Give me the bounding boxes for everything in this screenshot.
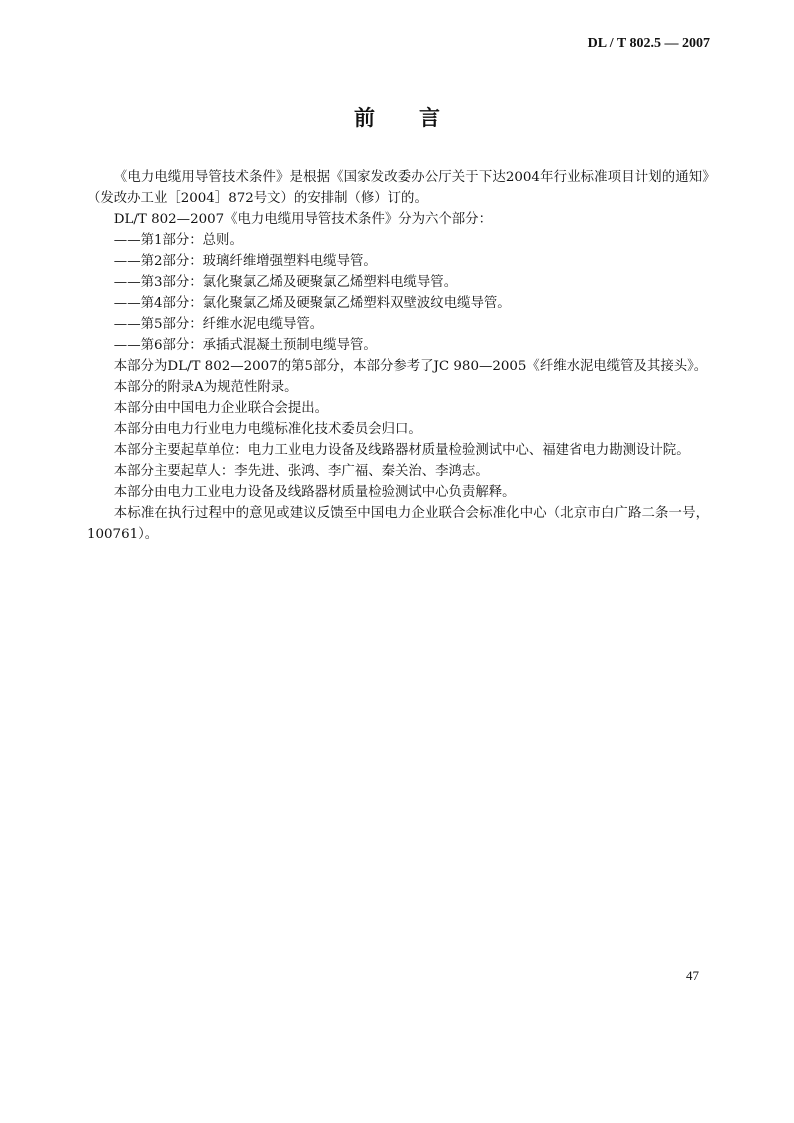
proposed-by-paragraph: 本部分由中国电力企业联合会提出。 [113, 401, 329, 416]
page-number: 47 [686, 968, 699, 983]
list-item: ——第6部分：承插式混凝土预制电缆导管。 [113, 338, 377, 353]
part-reference-paragraph: 本部分为DL/T 802—2007的第5部分，本部分参考了JC 980—2005《纤维水泥电缆管及其接头》。 [113, 359, 708, 374]
list-item: ——第4部分：氯化聚氯乙烯及硬聚氯乙烯塑料双壁波纹电缆导管。 [113, 296, 511, 311]
foreword-body [87, 167, 709, 545]
title-char-2: 言 [419, 106, 440, 130]
drafters-paragraph: 本部分主要起草人：李先进、张鸿、李广福、秦关治、李鸿志。 [113, 464, 489, 479]
list-item: ——第1部分：总则。 [113, 233, 243, 248]
parts-list [87, 230, 709, 356]
list-item: ——第5部分：纤维水泥电缆导管。 [113, 317, 324, 332]
intro-paragraph: 《电力电缆用导管技术条件》是根据《国家发改委办公厅关于下达2004年行业标准项目计划的通知》（发改办工业［2004］872号文）的安排制（修）订的。 [87, 170, 709, 206]
document-code: DL / T 802.5 — 2007 [587, 36, 710, 51]
list-item: ——第2部分：玻璃纤维增强塑料电缆导管。 [113, 254, 377, 269]
parts-intro-paragraph: DL/T 802—2007《电力电缆用导管技术条件》分为六个部分： [113, 212, 492, 227]
managed-by-paragraph: 本部分由电力行业电力电缆标准化技术委员会归口。 [113, 422, 422, 437]
page-title [0, 102, 794, 132]
list-item: ——第3部分：氯化聚氯乙烯及硬聚氯乙烯塑料电缆导管。 [113, 275, 458, 290]
interpretation-paragraph: 本部分由电力工业电力设备及线路器材质量检验测试中心负责解释。 [113, 485, 516, 500]
title-char-1: 前 [354, 106, 375, 130]
feedback-paragraph: 本标准在执行过程中的意见或建议反馈至中国电力企业联合会标准化中心（北京市白广路二条一号，100761）。 [87, 506, 709, 542]
drafting-units-paragraph: 本部分主要起草单位：电力工业电力设备及线路器材质量检验测试中心、福建省电力勘测设计院。 [113, 443, 690, 458]
appendix-paragraph: 本部分的附录A为规范性附录。 [113, 380, 298, 395]
